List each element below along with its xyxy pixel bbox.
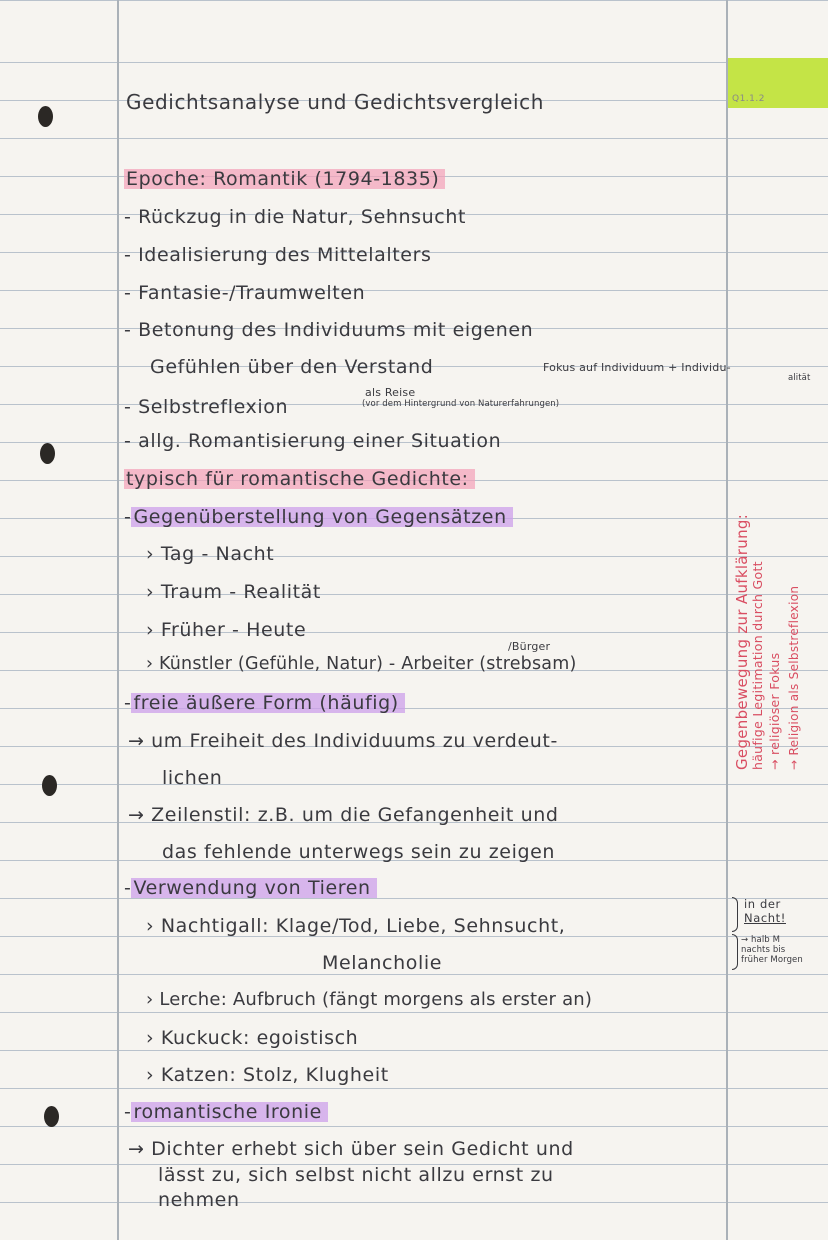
bullet-dash: - (124, 692, 132, 714)
list-item: - Selbstreflexion (124, 396, 289, 418)
feature-heading: Verwendung von Tieren (131, 876, 376, 900)
margin-note: Fokus auf Individuum + Individu- (543, 361, 731, 374)
punch-hole (38, 106, 53, 127)
punch-hole (44, 1106, 59, 1127)
list-item: › Früher - Heute (146, 619, 307, 641)
right-margin-line (726, 0, 728, 1240)
list-item: › Tag - Nacht (146, 543, 275, 565)
list-item: › Nachtigall: Klage/Tod, Liebe, Sehnsucht, (146, 915, 566, 937)
bullet-dash: - (124, 506, 132, 528)
list-item: › Katzen: Stolz, Klugheit (146, 1064, 389, 1086)
list-item: - Idealisierung des Mittelalters (124, 244, 432, 266)
list-item: → um Freiheit des Individuums zu verdeut- (128, 730, 558, 752)
left-margin-line (117, 0, 119, 1240)
side-note: → halb M (741, 935, 781, 945)
list-item-continuation: nehmen (158, 1189, 240, 1211)
margin-note: als Reise (365, 386, 416, 399)
corner-tag: Q1.1.2 (732, 94, 765, 104)
feature-heading: freie äußere Form (häufig) (131, 691, 404, 715)
list-item-continuation: lässt zu, sich selbst nicht allzu ernst zu (158, 1164, 554, 1186)
list-item: › Traum - Realität (146, 581, 321, 603)
margin-note: alität (788, 373, 811, 383)
list-item-continuation: lichen (162, 767, 223, 789)
side-note-red: häufige Legitimation durch Gott (750, 561, 765, 770)
side-note-red: Gegenbewegung zur Aufklärung: (733, 513, 751, 770)
list-item: - Rückzug in die Natur, Sehnsucht (124, 206, 467, 228)
bullet-dash: - (124, 1101, 132, 1123)
list-item: › Lerche: Aufbruch (fängt morgens als erster an) (146, 989, 593, 1010)
punch-hole (42, 775, 57, 796)
list-item: → Dichter erhebt sich über sein Gedicht und (128, 1138, 574, 1160)
bracket (732, 897, 738, 932)
list-item: › Kuckuck: egoistisch (146, 1027, 359, 1049)
bullet-dash: - (124, 877, 132, 899)
list-item: - Fantasie-/Traumwelten (124, 282, 366, 304)
margin-note: (vor dem Hintergrund von Naturerfahrungen) (362, 399, 560, 409)
list-item: - allg. Romantisierung einer Situation (124, 430, 502, 452)
side-note: in der (744, 897, 781, 911)
list-item-continuation: das fehlende unterwegs sein zu zeigen (162, 841, 556, 863)
list-item: - Betonung des Individuums mit eigenen (124, 319, 534, 341)
side-note: Nacht! (744, 911, 786, 925)
side-note: nachts bis (741, 945, 786, 955)
side-note-red: → religiöser Fokus (767, 652, 782, 770)
punch-hole (40, 443, 55, 464)
margin-note: /Bürger (508, 640, 551, 653)
page-title: Gedichtsanalyse und Gedichtsvergleich (126, 90, 545, 114)
section-heading: typisch für romantische Gedichte: (124, 467, 475, 491)
side-note: früher Morgen (741, 955, 803, 965)
feature-heading: Gegenüberstellung von Gegensätzen (131, 505, 512, 529)
list-item: → Zeilenstil: z.B. um die Gefangenheit und (128, 804, 559, 826)
list-item-continuation: Gefühlen über den Verstand (150, 356, 434, 378)
side-note-red: → Religion als Selbstreflexion (787, 585, 801, 770)
epoch-heading: Epoche: Romantik (1794-1835) (124, 167, 445, 191)
feature-heading: romantische Ironie (131, 1100, 328, 1124)
list-item-continuation: Melancholie (322, 952, 443, 974)
bracket (732, 934, 738, 970)
sticky-tab (728, 58, 828, 108)
list-item: › Künstler (Gefühle, Natur) - Arbeiter (strebsam) (146, 654, 577, 674)
